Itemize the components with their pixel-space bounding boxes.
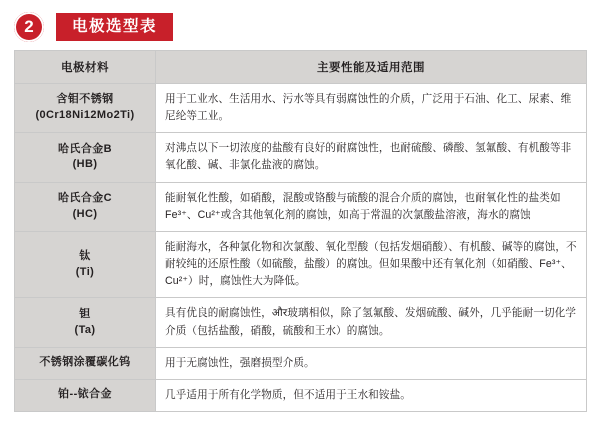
cell-description: 能耐海水，各种氯化物和次氯酸、氧化型酸（包括发烟硝酸）、有机酸、碱等的腐蚀，不耐较纯的还原性酸（如硫酸，盐酸）的腐蚀。但如果酸中还有氧化剂（如硝酸、Fe³⁺、Cu²⁺）时，腐蚀性大为降低。 bbox=[156, 231, 587, 297]
page-header bbox=[0, 0, 600, 44]
cell-material: 钛 (Ti) bbox=[15, 231, 156, 297]
cell-material: 钽 (Ta) bbox=[15, 298, 156, 347]
table-row bbox=[15, 133, 587, 182]
page-title: 电极选型表 bbox=[56, 13, 173, 41]
table-row bbox=[15, 379, 587, 411]
column-header-material: 电极材料 bbox=[15, 51, 156, 84]
cell-material: 含钼不锈钢 (0Cr18Ni12Mo2Ti) bbox=[15, 84, 156, 133]
cell-description: 能耐氧化性酸，如硝酸，混酸或铬酸与硫酸的混合介质的腐蚀，也耐氧化性的盐类如Fe³⁺、Cu²⁺或含其他氧化剂的腐蚀，如高于常温的次氯酸盐溶液，海水的腐蚀 bbox=[156, 182, 587, 231]
table-row bbox=[15, 182, 587, 231]
electrode-selection-table bbox=[14, 50, 587, 412]
table-row bbox=[15, 84, 587, 133]
table-row bbox=[15, 231, 587, 297]
cell-description: 几乎适用于所有化学物质，但不适用于王水和铵盐。 bbox=[156, 379, 587, 411]
cell-description: 用于无腐蚀性，强磨损型介质。 bbox=[156, 347, 587, 379]
cell-description: 用于工业水、生活用水、污水等具有弱腐蚀性的介质，广泛用于石油、化工、尿素、维尼纶等工业。 bbox=[156, 84, 587, 133]
cell-description: 具有优良的耐腐蚀性，और玻璃相似，除了氢氟酸、发烟硫酸、碱外，几乎能耐一切化学介质（包括盐酸，硝酸，硫酸和王水）的腐蚀。 bbox=[156, 298, 587, 347]
table-body bbox=[15, 84, 587, 412]
table-container bbox=[0, 44, 600, 412]
cell-material: 铂--铱合金 bbox=[15, 379, 156, 411]
column-header-description: 主要性能及适用范围 bbox=[156, 51, 587, 84]
table-header-row bbox=[15, 51, 587, 84]
cell-material: 不锈钢涂覆碳化钨 bbox=[15, 347, 156, 379]
table-row bbox=[15, 347, 587, 379]
cell-material: 哈氏合金C (HC) bbox=[15, 182, 156, 231]
cell-material: 哈氏合金B (HB) bbox=[15, 133, 156, 182]
section-number-badge: 2 bbox=[14, 12, 44, 42]
table-row bbox=[15, 298, 587, 347]
cell-description: 对沸点以下一切浓度的盐酸有良好的耐腐蚀性，也耐硫酸、磷酸、氢氟酸、有机酸等非氧化酸、碱、非氯化盐液的腐蚀。 bbox=[156, 133, 587, 182]
